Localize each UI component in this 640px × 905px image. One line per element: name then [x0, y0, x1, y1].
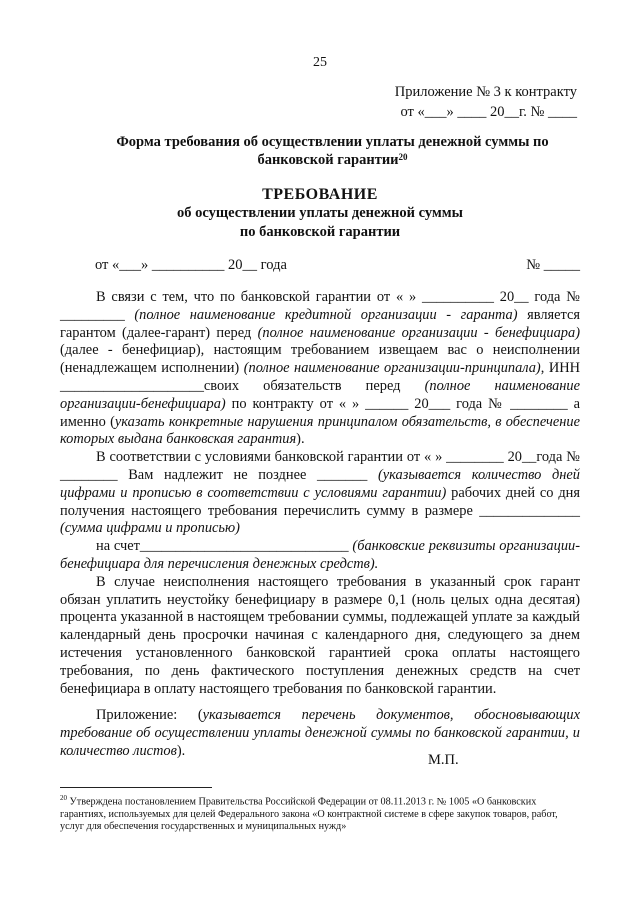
heading-subtitle-1: об осуществлении уплаты денежной суммы [177, 205, 463, 221]
placeholder-principal: (полное наименование организации-принципала) [243, 360, 541, 377]
request-date: от «___» __________ 20__ года [95, 257, 287, 273]
footnote-reference: 20 [398, 152, 408, 162]
footnote-number: 20 [60, 794, 67, 802]
placeholder-amount: (сумма цифрами и прописью) [60, 520, 240, 537]
appendix-reference [395, 82, 577, 122]
footnote [60, 792, 580, 834]
text: является гарантом (далее-гарант) перед [60, 306, 581, 341]
page-number: 25 [313, 55, 327, 70]
text: Приложение: ( [96, 707, 203, 724]
footnote-divider [60, 787, 212, 788]
text: рабочих дней со дня получения настоящего требования перечислить сумму в размере ______________ [60, 484, 580, 519]
form-title [80, 133, 585, 169]
text: по контракту от « » ______ 20___ года № ________ а именно ( [60, 395, 580, 430]
appendix-line-2: от «___» ____ 20__г. № ____ [400, 104, 577, 120]
text: ). [176, 742, 186, 759]
stamp-place-label: М.П. [428, 752, 459, 768]
form-title-text: Форма требования об осуществлении уплаты денежной суммы по банковской гарантии [116, 134, 549, 168]
footnote-text: Утверждена постановлением Правительства Российской Федерации от 08.11.2013 г. № 1005 «О банковских гарантиях, используемых для целей Федерального закона «О контрактной системе в сфере закупок товаров, работ, услуг для обеспечения государственных и муниципальных нужд» [60, 796, 558, 833]
request-number: № _____ [526, 257, 580, 273]
text: на счет_____________________________ [96, 538, 353, 555]
date-number-line [95, 257, 580, 274]
heading-subtitle-2: по банковской гарантии [239, 224, 401, 240]
paragraph-account [60, 538, 580, 574]
heading-title: ТРЕБОВАНИЕ [262, 186, 378, 203]
document-heading [0, 185, 640, 242]
paragraph-guarantee-breach [60, 289, 580, 449]
text: ). [296, 431, 305, 448]
placeholder-guarantor: (полное наименование кредитной организации - гаранта) [134, 306, 518, 323]
request-body [60, 289, 580, 761]
placeholder-bank-details: (банковские реквизиты организации-бенефициара для перечисления денежных средств). [60, 538, 580, 572]
paragraph-penalty: В случае неисполнения настоящего требования в указанный срок гарант обязан уплатить неустойку бенефициару в размере 0,1 (ноль целых одна десятая) процента указанной в настоящем требовании суммы, подлежащей уплате за каждый календарный день просрочки начиная с календарного дня, следующего за днем истечения установленного банковской гарантией срока оплаты настоящего требования, по день фактического поступления денежных средств на счет бенефициара в оплату настоящего требования по банковской гарантии. [60, 573, 580, 697]
paragraph-attachment [60, 707, 580, 760]
placeholder-violations: указать конкретные нарушения принципалом обязательств, в обеспечение которых выдана банковская гарантия [60, 413, 580, 448]
placeholder-documents: указывается перечень документов, обосновывающих требование об осуществлении уплаты денежной суммы по банковской гарантии, и количество листов [60, 707, 580, 759]
placeholder-days: (указывается количество дней цифрами и прописью в соответствии с условиями гарантии) [60, 466, 580, 501]
placeholder-beneficiary-2: (полное наименование организации-бенефициара) [60, 377, 581, 412]
text: В соответствии с условиями банковской гарантии от « » ________ 20__года № ________ Вам надлежит не позднее _______ [60, 449, 580, 483]
text: , ИНН ____________________своих обязательств перед [60, 360, 581, 394]
appendix-line-1: Приложение № 3 к контракту [394, 84, 577, 100]
placeholder-beneficiary: (полное наименование организации - бенефициара) [257, 324, 580, 341]
text: (далее - бенефициар), настоящим требованием извещаем вас о неисполнении (ненадлежащем исполнении) [60, 342, 580, 377]
text: В связи с тем, что по банковской гарантии от « » __________ 20__ года № _________ [60, 289, 580, 323]
paragraph-payment-terms [60, 449, 580, 538]
